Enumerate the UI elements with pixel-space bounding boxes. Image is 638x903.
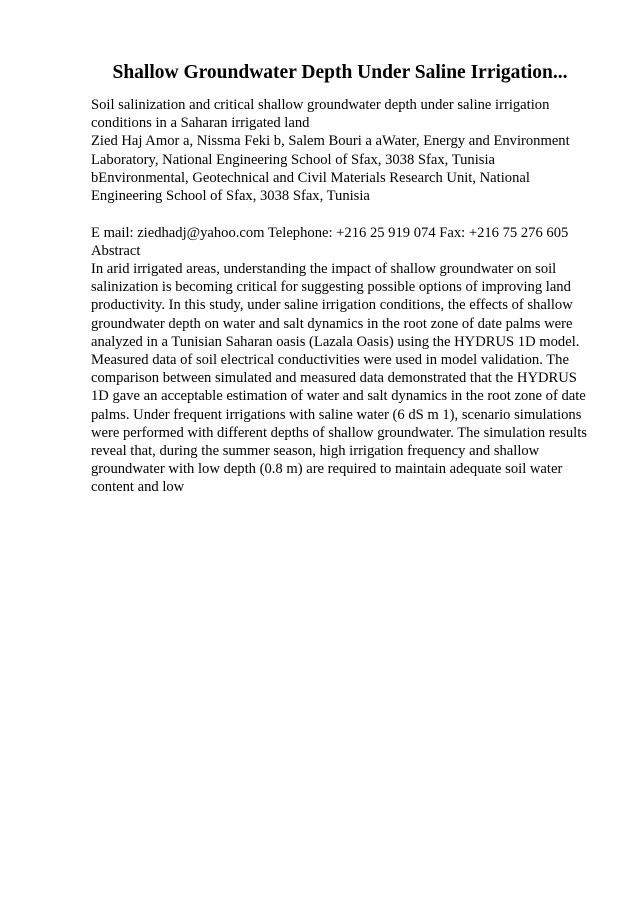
intro-line: Soil salinization and critical shallow groundwater depth under saline irrigation xyxy=(91,97,550,113)
paragraph-gap xyxy=(91,205,611,224)
document-title: Shallow Groundwater Depth Under Saline Irrigation... xyxy=(112,62,568,83)
contact-line: E mail: ziedhadj@yahoo.com Telephone: +216 25 919 074 Fax: +216 75 276 605 xyxy=(91,224,569,241)
abstract-line: comparison between simulated and measured data demonstrated that the HYDRUS xyxy=(91,370,577,387)
abstract-line: productivity. In this study, under saline irrigation conditions, the effects of shallow xyxy=(91,297,573,314)
abstract-heading: Abstract xyxy=(91,242,141,259)
abstract-line: palms. Under frequent irrigations with saline water (6 dS m 1), scenario simulations xyxy=(91,406,582,423)
abstract-line: 1D gave an acceptable estimation of water and salt dynamics in the root zone of date xyxy=(91,388,586,405)
intro-line: conditions in a Saharan irrigated land xyxy=(91,115,310,132)
abstract-line: salinization is becoming critical for suggesting possible options of improving land xyxy=(91,279,571,296)
abstract-line: groundwater depth on water and salt dynamics in the root zone of date palms were xyxy=(91,315,573,332)
abstract-line: content and low xyxy=(91,479,185,496)
affiliation-line: bEnvironmental, Geotechnical and Civil Materials Research Unit, National xyxy=(91,169,530,186)
affiliation-line: Engineering School of Sfax, 3038 Sfax, Tunisia xyxy=(91,187,370,204)
abstract-line: analyzed in a Tunisian Saharan oasis (Lazala Oasis) using the HYDRUS 1D model. xyxy=(91,333,580,350)
abstract-line: groundwater with low depth (0.8 m) are required to maintain adequate soil water xyxy=(91,461,563,478)
author-line: Zied Haj Amor a, Nissma Feki b, Salem Bouri a aWater, Energy and Environment xyxy=(91,133,570,150)
affiliation-line: Laboratory, National Engineering School of Sfax, 3038 Sfax, Tunisia xyxy=(91,151,495,168)
abstract-line: were performed with different depths of shallow groundwater. The simulation results xyxy=(91,424,587,441)
abstract-line: In arid irrigated areas, understanding the impact of shallow groundwater on soil xyxy=(91,261,557,278)
abstract-line: reveal that, during the summer season, high irrigation frequency and shallow xyxy=(91,442,540,459)
abstract-line: Measured data of soil electrical conductivities were used in model validation. The xyxy=(91,352,569,369)
document-body xyxy=(91,96,611,497)
